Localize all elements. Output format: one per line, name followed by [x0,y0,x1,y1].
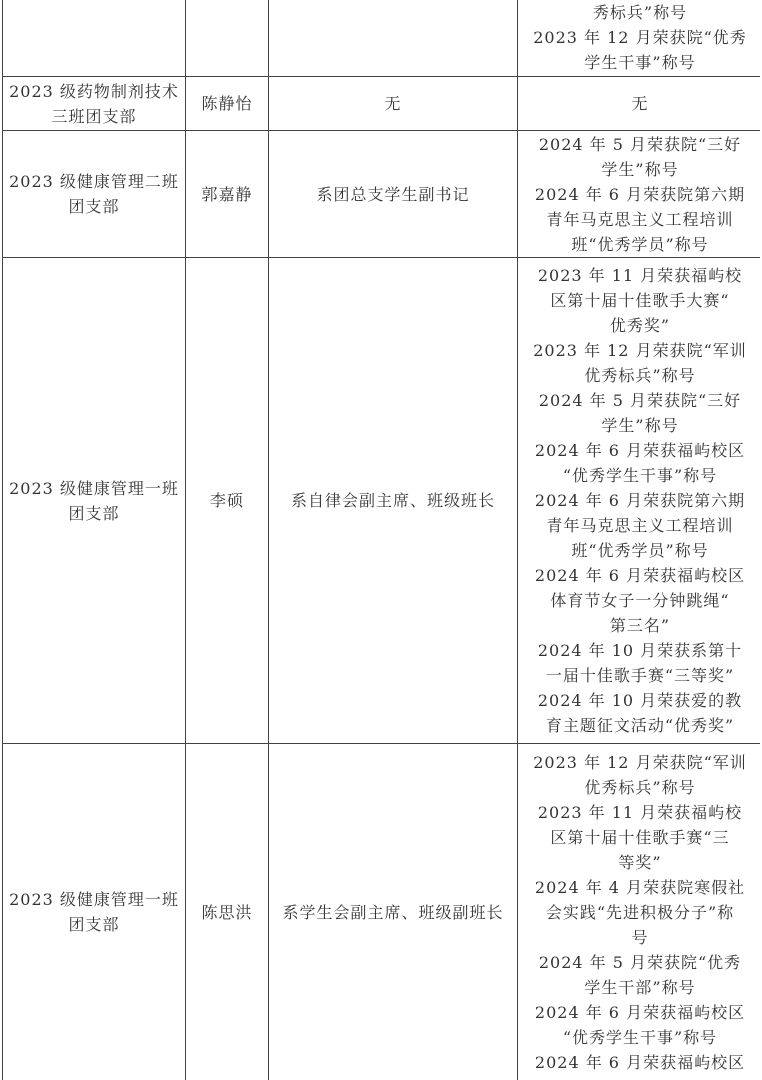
honor-line: 会实践“先进积极分子”称 [545,902,735,922]
honor-line: 优秀标兵”称号 [584,366,696,385]
table-row [3,0,761,77]
honor-line: 青年马克思主义工程培训 [546,209,734,229]
honor-line: 2024 年 10 月荣获系第十 [537,641,743,660]
honor-line: 区第十届十佳歌手赛“三 [550,827,730,847]
honor-line: 区第十届十佳歌手大赛“ [550,291,730,310]
honor-line: 2024 年 5 月荣获院“优秀 [538,952,742,972]
table-row [3,131,761,258]
table-body [3,0,761,1080]
honor-line: 2024 年 6 月荣获院第六期 [534,491,746,510]
name-cell: 陈静怡 [186,77,269,131]
honor-line: “优秀学生干事”称号 [562,466,718,485]
honor-line: 2023 年 12 月荣获院“军训 [533,341,747,360]
position-cell: 无 [269,77,518,131]
honor-line: 号 [631,927,649,947]
honor-line: 2024 年 4 月荣获院寒假社 [534,877,746,897]
branch-cell: 2023 级健康管理一班团支部 [3,744,186,1080]
branch-cell [3,0,186,77]
honor-line: 2024 年 6 月荣获福屿校区 [534,1052,746,1072]
honor-line: 2023 年 11 月荣获福屿校 [537,266,743,285]
honor-line: 2023 年 12 月荣获院“优秀 [533,28,747,47]
honor-line: 优秀标兵”称号 [584,777,696,797]
honor-line: “优秀学生干事”称号 [562,1027,718,1047]
honor-line: 2023 年 12 月荣获院“军训 [533,752,747,772]
table-row [3,258,761,744]
honor-line: 2024 年 6 月荣获福屿校区 [534,566,746,585]
position-cell: 系自律会副主席、班级班长 [269,258,518,744]
honors-cell [518,258,761,744]
branch-cell: 2023 级药物制剂技术三班团支部 [3,77,186,131]
honor-line: 学生干事”称号 [584,53,696,72]
table-row [3,744,761,1080]
honor-line: 第三名” [609,616,671,635]
honor-line: 育主题征文活动“优秀奖” [545,716,735,735]
branch-cell: 2023 级健康管理二班团支部 [3,131,186,258]
honor-line: 学生干部”称号 [584,977,696,997]
honor-line: 2024 年 5 月荣获院“三好 [538,391,742,410]
position-cell: 系团总支学生副书记 [269,131,518,258]
honor-line: 学生”称号 [601,159,679,179]
award-table [2,0,760,1080]
honor-line: 学生”称号 [601,416,679,435]
honor-line: 2024 年 6 月荣获福屿校区 [534,441,746,460]
name-cell [186,0,269,77]
honor-line: 体育节女子一分钟跳绳“ [550,591,730,610]
position-cell: 系学生会副主席、班级副班长 [269,744,518,1080]
honor-line: 无 [631,94,649,113]
honor-line: 2024 年 6 月荣获福屿校区 [534,1002,746,1022]
branch-cell: 2023 级健康管理一班团支部 [3,258,186,744]
honors-cell [518,77,761,131]
honors-cell [518,0,761,77]
honor-line: 优秀奖” [609,316,671,335]
honor-line: 班“优秀学员”称号 [571,234,709,254]
honors-cell [518,131,761,258]
document-page [2,0,760,1080]
honor-line: 2024 年 5 月荣获院“三好 [538,134,742,154]
honor-line: 班“优秀学员”称号 [571,541,709,560]
honor-line: 等奖” [618,852,662,872]
name-cell: 郭嘉静 [186,131,269,258]
honor-line: 2023 年 11 月荣获福屿校 [537,802,743,822]
honor-line: 一届十佳歌手赛“三等奖” [545,666,735,685]
name-cell: 李硕 [186,258,269,744]
honor-line: 秀标兵”称号 [592,3,688,22]
honor-line: 2024 年 10 月荣获爱的教 [537,691,743,710]
position-cell [269,0,518,77]
honors-cell [518,744,761,1080]
table-row [3,77,761,131]
honor-line: 青年马克思主义工程培训 [546,516,734,535]
honor-line: 2024 年 6 月荣获院第六期 [534,184,746,204]
name-cell: 陈思洪 [186,744,269,1080]
